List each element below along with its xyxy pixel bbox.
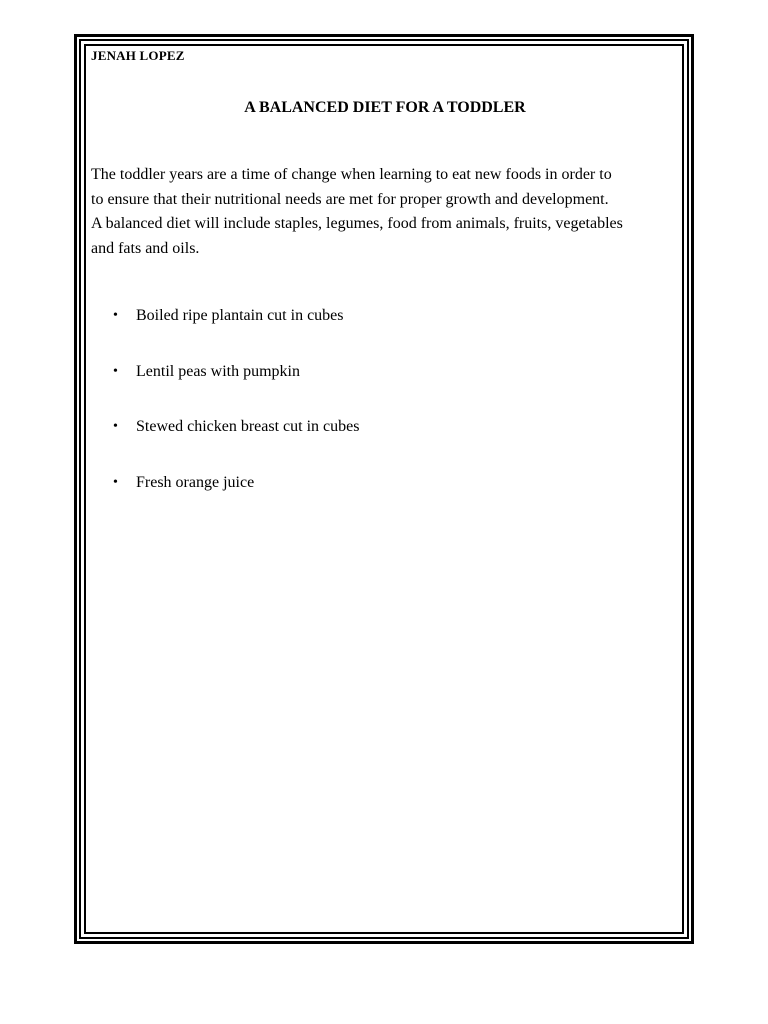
list-item-text: Stewed chicken breast cut in cubes [136,418,360,435]
bullet-icon: • [113,308,118,323]
list-item-text: Lentil peas with pumpkin [136,362,300,380]
bullet-icon: • [113,363,118,379]
bullet-icon: • [113,419,118,434]
list-item [91,305,679,327]
paragraph-line: The toddler years are a time of change when learning to eat new foods in order to [91,166,612,183]
paragraph-line: A balanced diet will include staples, legumes, food from animals, fruits, vegetables [91,215,623,232]
list-item [91,416,679,438]
intro-paragraph [91,163,679,261]
list-item-text: Boiled ripe plantain cut in cubes [136,307,344,324]
paragraph-line: to ensure that their nutritional needs are met for proper growth and development. [91,190,609,208]
paragraph-line: and fats and oils. [91,239,200,257]
document-title: A BALANCED DIET FOR A TODDLER [244,99,526,116]
list-item [91,472,679,494]
list-item-text: Fresh orange juice [136,473,255,491]
food-list [91,305,679,494]
list-item [91,361,679,383]
author-name: JENAH LOPEZ [91,48,185,63]
document-content [91,46,679,527]
bullet-icon: • [113,474,118,490]
